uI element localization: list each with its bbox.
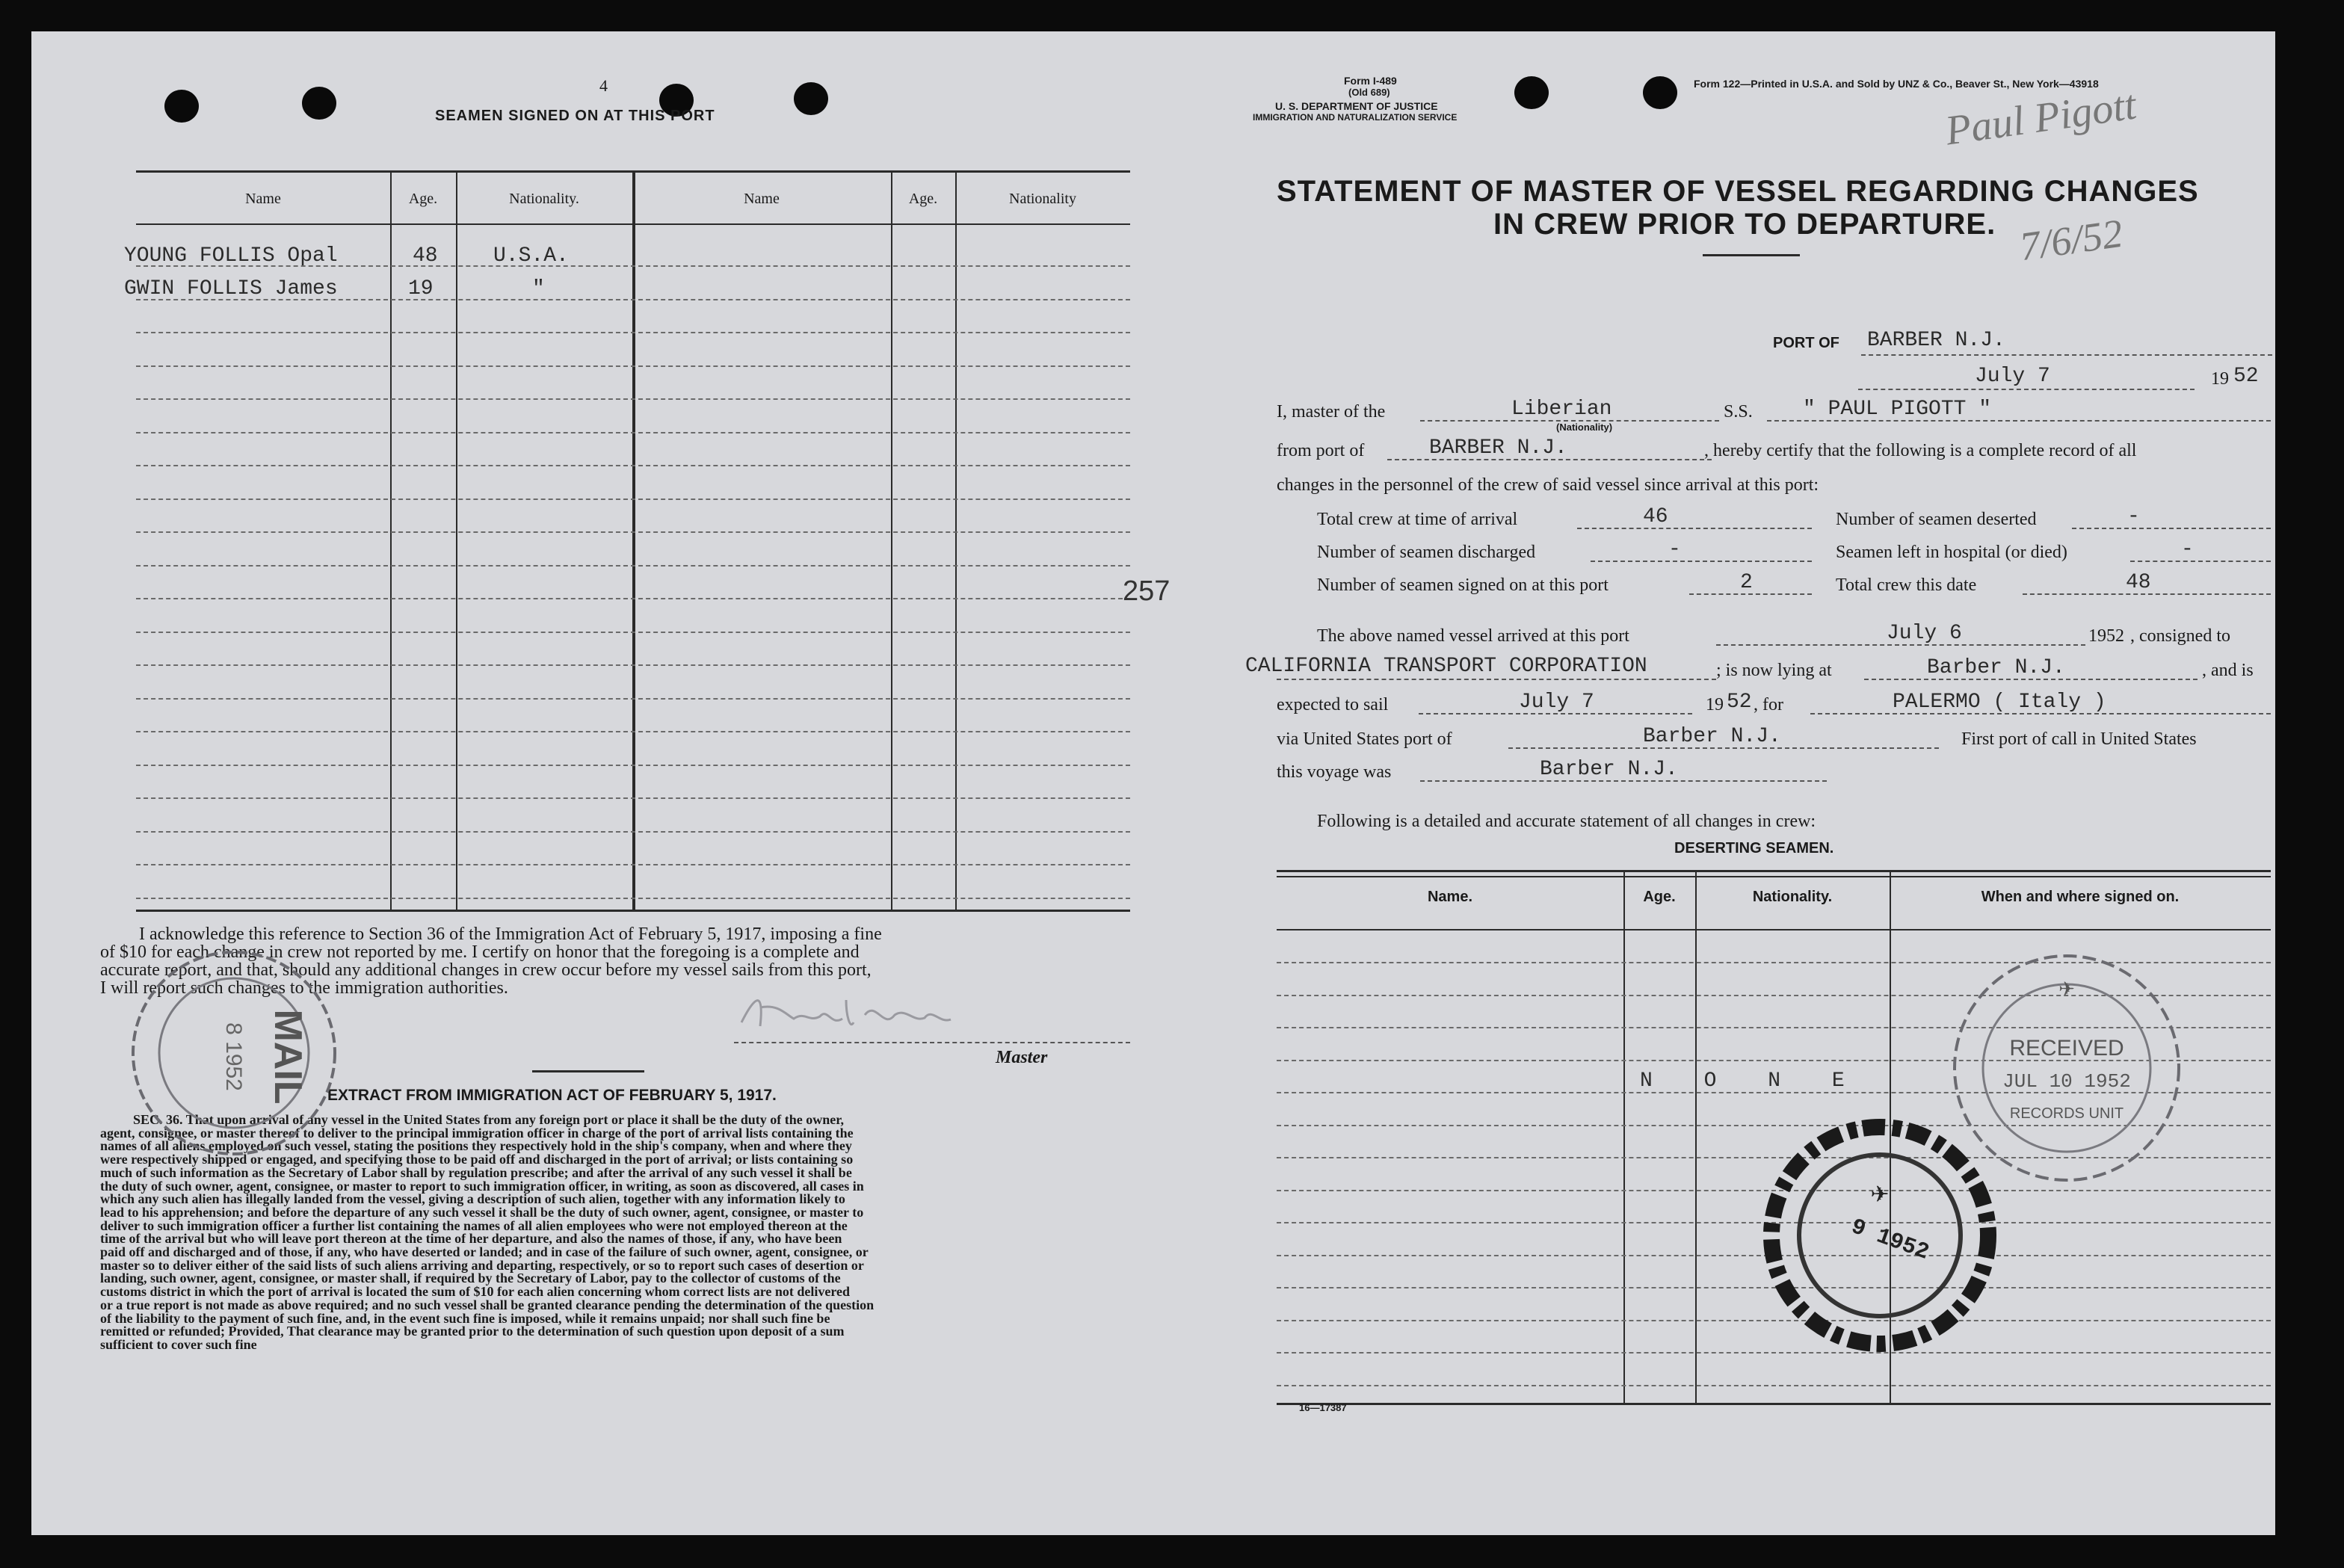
extract-line: deliver to such immigration officer a further list containing the names of all alien employees who were not employed thereon at the <box>100 1217 848 1233</box>
table-ruled-line <box>136 731 1130 732</box>
year-value: 52 <box>2233 365 2259 388</box>
extract-line: which any such alien has illegally landed from the vessel, giving a description of such alien, together with any information likely to <box>100 1191 845 1207</box>
total-crew-arrival-label: Total crew at time of arrival <box>1317 510 1518 529</box>
deserted-label: Number of seamen deserted <box>1836 510 2037 529</box>
from-port-label: from port of <box>1277 441 1365 460</box>
entry-nationality: U.S.A. <box>493 244 569 268</box>
extract-line: much of such information as the Secretary of Labor shall by regulation prescribe; and after the arrival of any such vessel it shall be <box>100 1164 852 1180</box>
hospital-value: - <box>2181 538 2194 561</box>
handwritten-date: 7/6/52 <box>2017 210 2126 270</box>
table-ruled-line <box>136 531 1130 533</box>
date-value: July 7 <box>1975 365 2050 388</box>
entry-name: YOUNG FOLLIS Opal <box>124 244 338 268</box>
column-header: Name <box>245 191 281 207</box>
extract-line: customs district in which the port of arrival is located the sum of $10 for each alien concerning whom correct lists are not delivered <box>100 1284 851 1300</box>
separator-rule <box>532 1070 644 1072</box>
and-is: , and is <box>2202 661 2254 680</box>
table-ruled-line <box>136 365 1130 367</box>
extract-line: or a true report is not made as above required; and no such vessel shall be granted clearance pending the determination of the question <box>100 1297 875 1312</box>
acknowledgement-line: I will report such changes to the immigration authorities. <box>100 978 508 998</box>
table-ruled-line <box>136 499 1130 500</box>
table-ruled-line <box>136 664 1130 666</box>
master-label: Master <box>996 1048 1048 1067</box>
punch-hole <box>1514 76 1549 109</box>
table-ruled-line <box>136 698 1130 700</box>
consigned-label: , consigned to <box>2130 626 2230 646</box>
from-port-value: BARBER N.J. <box>1429 436 1567 460</box>
column-header: Age. <box>408 191 438 207</box>
form-old: (Old 689) <box>1348 87 1390 98</box>
dark-postmark-stamp <box>1757 1112 2003 1359</box>
stamp-number: 257 <box>1123 575 1171 607</box>
via-label: via United States port of <box>1277 729 1452 749</box>
printer-note: Form 122—Printed in U.S.A. and Sold by UNZ & Co., Beaver St., New York—43918 <box>1694 78 2099 90</box>
extract-line: SEC. 36. That upon arrival of any vessel in the United States from any foreign port or place it shall be the duty of the owner, <box>133 1112 845 1127</box>
expected-year-prefix: 19 <box>1706 695 1724 714</box>
received-stamp-date: JUL 10 1952 <box>2002 1070 2131 1093</box>
extract-line: the duty of such owner, agent, consignee, or master to report to such immigration officer, in writing, as soon as discovered, all cases in <box>100 1178 864 1194</box>
extract-line: names of all aliens employed on such vessel, stating the positions they respectively hold in the ship's company, when and where they <box>100 1138 852 1154</box>
nationality-value: Liberian <box>1511 398 1612 421</box>
year-prefix: 19 <box>2211 369 2229 389</box>
certify-text: , hereby certify that the following is a complete record of all <box>1704 441 2137 460</box>
port-of-value: BARBER N.J. <box>1867 329 2005 352</box>
expected-label: expected to sail <box>1277 695 1389 714</box>
master-of-the-label: I, master of the <box>1277 402 1386 422</box>
discharged-label: Number of seamen discharged <box>1317 543 1536 562</box>
column-header: Age. <box>908 191 938 207</box>
footer-code: 16—17387 <box>1299 1402 1347 1413</box>
extract-line: agent, consignee, or master thereof to deliver to the principal immigration officer in charge of the port of arrival lists containing the <box>100 1125 854 1140</box>
table-ruled-line <box>136 898 1130 899</box>
entry-age: 48 <box>413 244 438 268</box>
table-ruled-line <box>136 332 1130 333</box>
master-signature <box>734 985 1018 1045</box>
arrived-year: 1952 <box>2088 626 2124 646</box>
lying-value: Barber N.J. <box>1927 656 2065 679</box>
punch-hole <box>1643 76 1677 109</box>
column-header: When and where signed on. <box>1981 889 2180 905</box>
handwritten-name: Paul Pigott <box>1942 81 2139 155</box>
form-title-line1: STATEMENT OF MASTER OF VESSEL REGARDING CHANGES <box>1277 175 2199 208</box>
total-crew-date-value: 48 <box>2126 571 2151 594</box>
signed-on-label: Number of seamen signed on at this port <box>1317 575 1609 595</box>
column-header: Nationality. <box>509 191 579 207</box>
deserting-title: DESERTING SEAMEN. <box>1674 840 1834 856</box>
entry-name: GWIN FOLLIS James <box>124 277 338 300</box>
table-ruled-line <box>136 831 1130 833</box>
column-header: Name <box>744 191 780 207</box>
form-title-line2: IN CREW PRIOR TO DEPARTURE. <box>1493 208 1996 241</box>
page-number: 4 <box>599 76 608 95</box>
consignee: CALIFORNIA TRANSPORT CORPORATION <box>1245 655 1647 678</box>
table-ruled-line <box>136 632 1130 633</box>
form-number: Form I-489 <box>1344 75 1397 87</box>
signed-on-value: 2 <box>1740 571 1753 594</box>
deserting-entry: N O N E <box>1640 1069 1864 1093</box>
mail-postmark-stamp <box>126 945 342 1161</box>
total-crew-date-label: Total crew this date <box>1836 575 1977 595</box>
punch-hole <box>794 82 828 115</box>
voyage-value: Barber N.J. <box>1540 758 1678 781</box>
expected-year: 52 <box>1727 691 1752 714</box>
seamen-signed-table <box>124 170 1130 912</box>
punch-hole <box>164 90 199 123</box>
extract-title: EXTRACT FROM IMMIGRATION ACT OF FEBRUARY 5, 1917. <box>327 1087 777 1104</box>
table-ruled-line <box>136 765 1130 766</box>
expected-value: July 7 <box>1519 691 1594 714</box>
nationality-caption: (Nationality) <box>1556 422 1613 433</box>
acknowledgement-line: I acknowledge this reference to Section 36 of the Immigration Act of February 5, 1917, imposing a fine <box>139 925 882 944</box>
extract-line: landing, such owner, agent, consignee, or master shall, if required by the Secretary of Labor, pay to the collector of customs of the <box>100 1271 841 1286</box>
svg-text:✈: ✈ <box>2058 978 2075 1000</box>
arrived-label: The above named vessel arrived at this port <box>1317 626 1629 646</box>
received-stamp-text: RECEIVED <box>2009 1036 2124 1061</box>
table-ruled-line <box>136 797 1130 799</box>
extract-line: sufficient to cover such fine <box>100 1336 257 1352</box>
lying-label: ; is now lying at <box>1716 661 1832 680</box>
discharged-value: - <box>1668 538 1681 561</box>
table-ruled-line <box>136 465 1130 466</box>
port-of-label: PORT OF <box>1773 335 1839 351</box>
voyage-label: this voyage was <box>1277 762 1392 782</box>
department: U. S. DEPARTMENT OF JUSTICE <box>1275 100 1438 112</box>
hospital-label: Seamen left in hospital (or died) <box>1836 543 2067 562</box>
table-ruled-line <box>1277 1385 2271 1386</box>
vessel-type: S.S. <box>1724 402 1753 422</box>
extract-line: lead to his apprehension; and before the departure of any such vessel it shall be the duty of such owner, agent, consignee, or master to <box>100 1204 864 1220</box>
extract-line: were respectively shipped or engaged, and specifying those to be paid off and discharged in the port of arrival; or lists containing so <box>100 1152 854 1167</box>
table-ruled-line <box>136 432 1130 433</box>
mail-stamp-text: MAIL <box>266 1009 309 1105</box>
via-value: Barber N.J. <box>1643 725 1781 748</box>
table-ruled-line <box>136 864 1130 865</box>
acknowledgement-line: of $10 for each change in crew not reported by me. I certify on honor that the foregoing is a complete and <box>100 942 860 962</box>
left-page-title: SEAMEN SIGNED ON AT THIS PORT <box>435 108 715 124</box>
punch-hole <box>302 87 336 120</box>
extract-line: remitted or refunded; Provided, That clearance may be granted prior to the determination of such question upon deposit of a sum <box>100 1324 845 1339</box>
entry-age: 19 <box>408 277 434 300</box>
extract-line: of the liability to the payment of such fine, and, in the event such fine is imposed, while it remains unpaid; nor shall such fine be <box>100 1310 830 1326</box>
dark-stamp-date: 9 1952 <box>1847 1214 1932 1266</box>
total-crew-arrival-value: 46 <box>1643 505 1668 528</box>
vessel-name: " PAUL PIGOTT " <box>1803 398 1992 421</box>
mail-stamp-date: 8 1952 <box>221 1022 246 1091</box>
table-ruled-line <box>136 598 1130 599</box>
column-header: Nationality. <box>1752 889 1833 905</box>
svg-text:✈: ✈ <box>1870 1182 1890 1207</box>
extract-line: master so to deliver either of the said lists of such aliens arriving and departing, respectively, or so to report such cases of desertion or <box>100 1257 864 1273</box>
column-header: Name. <box>1427 889 1473 905</box>
extract-line: time of the arrival but who will leave port thereon at the time of her departure, and also the names of those, if any, who have been <box>100 1231 842 1247</box>
document-sheet <box>31 31 2275 1535</box>
for-label: , for <box>1754 695 1783 714</box>
signature-line <box>734 1042 1130 1043</box>
deserted-value: - <box>2127 505 2140 528</box>
extract-line: paid off and discharged and of those, if any, who have deserted or landed; and in case of the failure of such owner, agent, consignee, or <box>100 1244 869 1260</box>
service: IMMIGRATION AND NATURALIZATION SERVICE <box>1253 112 1458 123</box>
arrived-value: July 6 <box>1887 622 1962 645</box>
column-header: Age. <box>1643 889 1676 905</box>
destination: PALERMO ( Italy ) <box>1893 691 2106 714</box>
table-ruled-line <box>136 398 1130 400</box>
table-ruled-line <box>136 565 1130 567</box>
first-port-label: First port of call in United States <box>1961 729 2197 749</box>
entry-nationality: " <box>532 277 545 300</box>
title-rule <box>1703 254 1800 256</box>
records-unit-text: RECORDS UNIT <box>2009 1105 2124 1122</box>
acknowledgement-line: accurate report, and that, should any additional changes in crew occur before my vessel sails from this port, <box>100 960 872 980</box>
following-text: Following is a detailed and accurate statement of all changes in crew: <box>1317 812 1816 831</box>
column-header: Nationality <box>1009 191 1076 207</box>
changes-text: changes in the personnel of the crew of said vessel since arrival at this port: <box>1277 475 1819 495</box>
